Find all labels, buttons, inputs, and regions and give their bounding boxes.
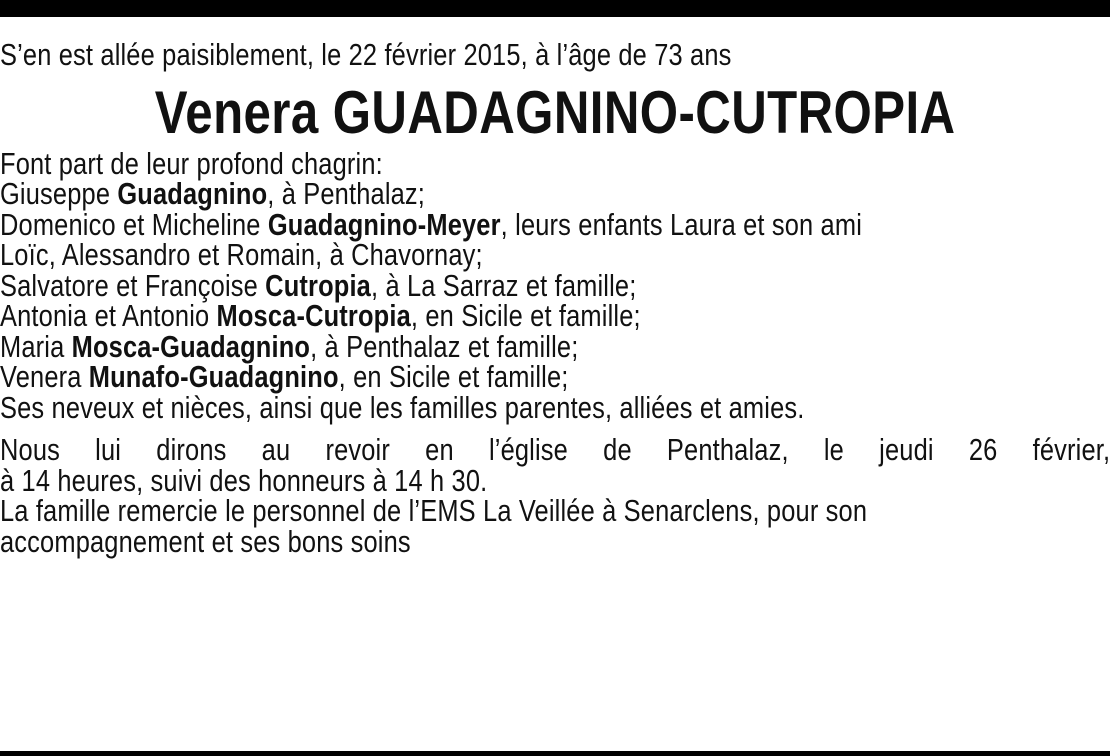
word: février,	[1032, 432, 1110, 467]
family-name: Mosca-Guadagnino	[71, 328, 311, 364]
top-border-rule	[0, 0, 1110, 17]
word: lui	[95, 432, 122, 467]
word: jeudi	[879, 432, 934, 467]
deceased-name: Venera GUADAGNINO-CUTROPIA	[154, 78, 956, 146]
mourners-intro: Font part de leur profond chagrin:	[0, 145, 383, 181]
word: l’église	[488, 432, 568, 467]
word: de	[603, 432, 632, 467]
mourner-line: Domenico et Micheline Guadagnino-Meyer, leurs enfants Laura et son ami	[0, 206, 863, 242]
word: 26	[968, 432, 998, 467]
mourner-line: Loïc, Alessandro et Romain, à Chavornay;	[0, 237, 483, 272]
word: Nous	[0, 432, 61, 467]
ceremony-line-1	[0, 432, 1110, 467]
word: en	[425, 432, 454, 467]
mourner-line: Salvatore et Françoise Cutropia, à La Sarraz et famille;	[0, 267, 637, 303]
word: Penthalaz,	[666, 432, 789, 467]
word: le	[823, 432, 844, 467]
mourner-line: Venera Munafo-Guadagnino, en Sicile et famille;	[0, 359, 569, 394]
ceremony-line-2: à 14 heures, suivi des honneurs à 14 h 30.	[0, 462, 488, 498]
mourner-line: Giuseppe Guadagnino, à Penthalaz;	[0, 176, 426, 211]
thanks-line-2: accompagnement et ses bons soins	[0, 523, 411, 559]
family-name: Guadagnino	[117, 176, 268, 211]
word: dirons	[156, 432, 227, 467]
mourner-line: Antonia et Antonio Mosca-Cutropia, en Sicile et famille;	[0, 298, 641, 333]
thanks-line-1: La famille remercie le personnel de l’EMS La Veillée à Senarclens, pour son	[0, 493, 868, 528]
family-name: Guadagnino-Meyer	[267, 206, 501, 242]
intro-text: S’en est allée paisiblement, le 22 février 2015, à l’âge de 73 ans	[0, 37, 732, 72]
word: revoir	[325, 432, 390, 467]
bottom-border-rule	[0, 751, 1110, 756]
family-name: Munafo-Guadagnino	[88, 359, 339, 394]
family-name: Cutropia	[265, 267, 371, 303]
mourner-line: Maria Mosca-Guadagnino, à Penthalaz et famille;	[0, 328, 579, 364]
mourner-line: Ses neveux et nièces, ainsi que les familles parentes, alliées et amies.	[0, 389, 805, 425]
word: au	[261, 432, 291, 467]
obituary-notice	[0, 37, 1110, 559]
family-name: Mosca-Cutropia	[216, 298, 411, 333]
